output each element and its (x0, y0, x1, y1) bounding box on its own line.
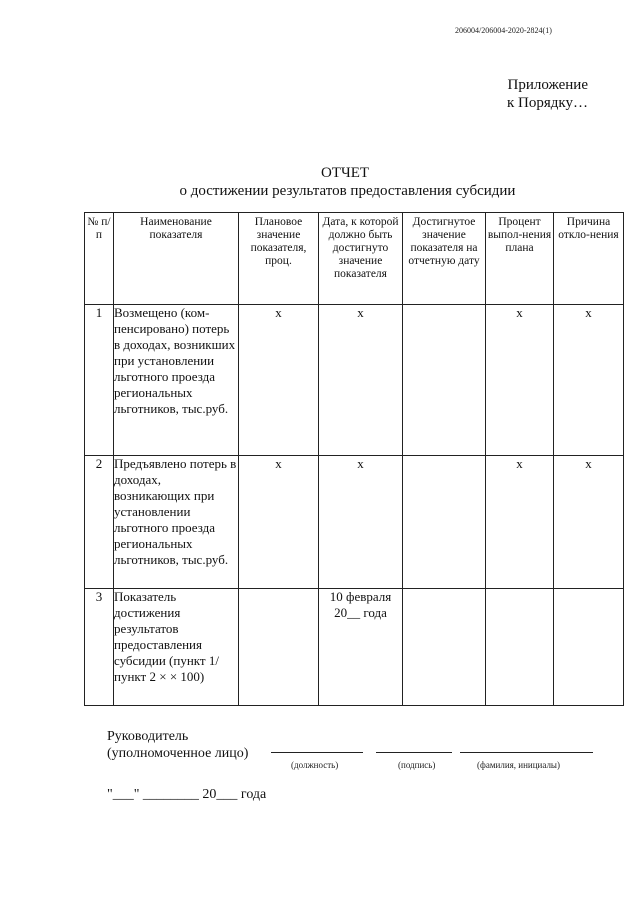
cell-reason: х (554, 305, 624, 456)
document-id: 206004/206004-2020-2824(1) (455, 26, 552, 35)
cell-percent (486, 589, 554, 706)
header-num: № п/п (85, 213, 114, 305)
cell-planned: х (239, 305, 319, 456)
cell-num: 3 (85, 589, 114, 706)
cell-num: 2 (85, 456, 114, 589)
cell-planned (239, 589, 319, 706)
header-achieved: Достигнутое значение показателя на отчетную дату (403, 213, 486, 305)
cell-percent: х (486, 456, 554, 589)
signature-label-authorized: (уполномоченное лицо) (107, 746, 249, 761)
caption-signature: (подпись) (398, 760, 436, 770)
cell-reason (554, 589, 624, 706)
cell-percent: х (486, 305, 554, 456)
cell-name: Предъявлено потерь в доходах, возникающих при установлении льготного проезда региональных льготников, тыс.руб. (114, 456, 239, 589)
header-date: Дата, к которой должно быть достигнуто значение показателя (319, 213, 403, 305)
caption-position: (должность) (291, 760, 339, 770)
name-line (460, 751, 593, 753)
table-row (85, 305, 624, 456)
appendix-line-2: к Порядку… (507, 95, 588, 111)
table-row (85, 589, 624, 706)
title-main: ОТЧЕТ (320, 165, 370, 181)
signature-label-head: Руководитель (107, 729, 189, 744)
cell-achieved (403, 456, 486, 589)
cell-date: 10 февраля 20__ года (319, 589, 403, 706)
title-sub: о достижении результатов предоставления субсидии (179, 183, 516, 199)
report-title (0, 165, 640, 200)
signature-block (107, 728, 248, 762)
caption-name: (фамилия, инициалы) (477, 760, 560, 770)
cell-num: 1 (85, 305, 114, 456)
appendix-note (507, 76, 588, 112)
position-line (271, 751, 363, 753)
cell-name: Показатель достижения результатов предоставления субсидии (пункт 1/пункт 2 × × 100) (114, 589, 239, 706)
report-table (84, 212, 624, 706)
cell-reason: х (554, 456, 624, 589)
header-percent: Процент выпол-нения плана (486, 213, 554, 305)
cell-planned: х (239, 456, 319, 589)
date-line: "___" ________ 20___ года (107, 787, 267, 802)
table-row (85, 456, 624, 589)
header-name: Наименование показателя (114, 213, 239, 305)
signature-line (376, 751, 452, 753)
header-planned: Плановое значение показателя, проц. (239, 213, 319, 305)
cell-date: х (319, 305, 403, 456)
header-reason: Причина откло-нения (554, 213, 624, 305)
cell-achieved (403, 305, 486, 456)
cell-name: Возмещено (ком-пенсировано) потерь в доходах, возникших при установлении льготного проезда региональных льготников, тыс.руб. (114, 305, 239, 456)
table-header-row (85, 213, 624, 305)
appendix-line-1: Приложение (507, 77, 588, 93)
cell-date: х (319, 456, 403, 589)
cell-achieved (403, 589, 486, 706)
